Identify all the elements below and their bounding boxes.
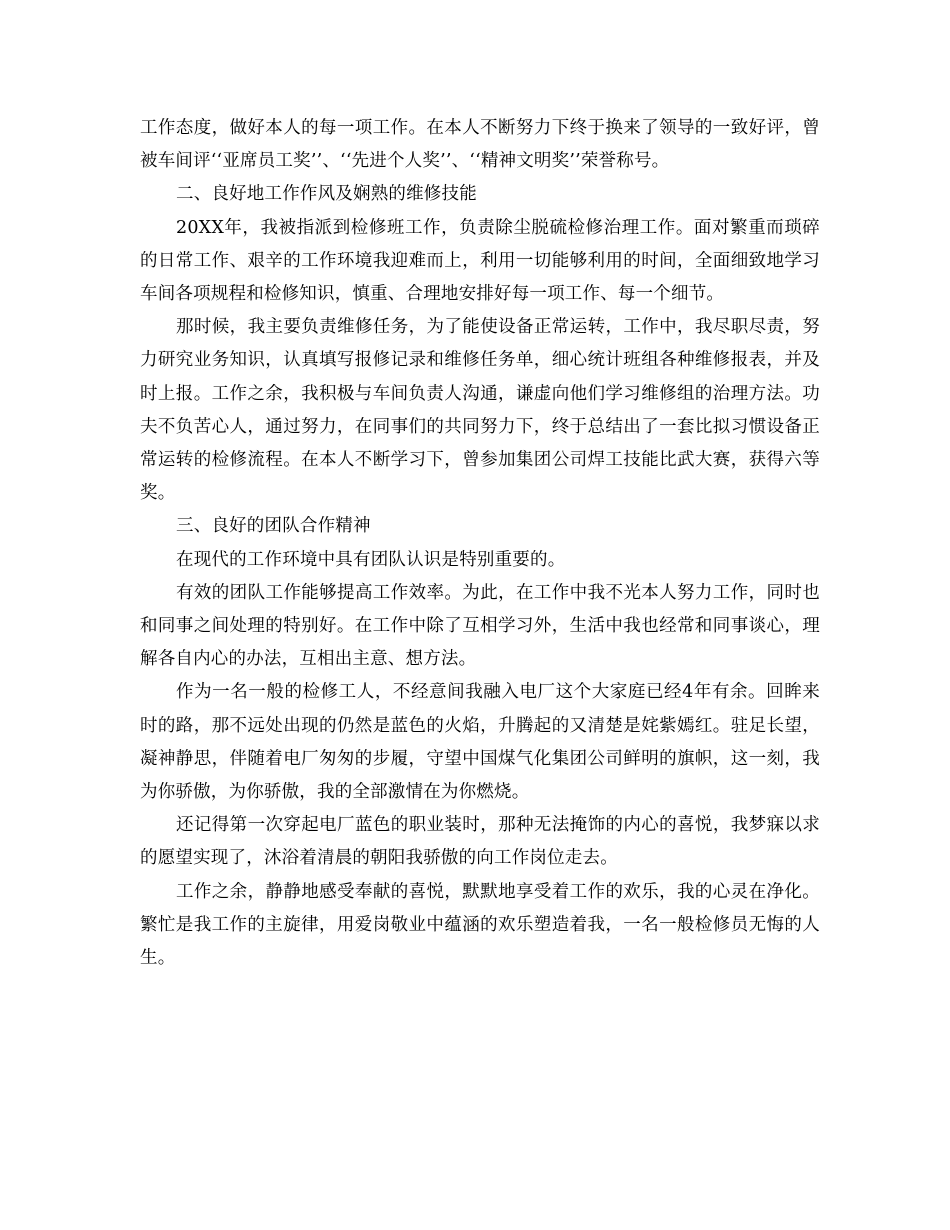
document-body: [140, 112, 820, 975]
paragraph-team-efficiency: 有效的团队工作能够提高工作效率。为此，在工作中我不光本人努力工作，同时也和同事之间处理的特别好。在工作中除了互相学习外，生活中我也经常和同事谈心，理解各自内心的办法，互相出主意、想方法。: [140, 582, 820, 670]
paragraph-maintenance-duties: 那时候，我主要负责维修任务，为了能使设备正常运转，工作中，我尽职尽责，努力研究业务知识，认真填写报修记录和维修任务单，细心统计班组各种维修报表，并及时上报。工作之余，我积极与车间负责人沟通，谦虚向他们学习维修组的治理方法。功夫不负苦心人，通过努力，在同事们的共同努力下，终于总结出了一套比拟习惯设备正常运转的检修流程。在本人不断学习下，曾参加集团公司焊工技能比武大赛，获得六等奖。: [140, 317, 820, 504]
paragraph-maintenance-assignment: 20XX年，我被指派到检修班工作，负责除尘脱硫检修治理工作。面对繁重而琐碎的日常工作、艰辛的工作环境我迎难而上，利用一切能够利用的时间，全面细致地学习车间各项规程和检修知识，慎重、合理地安排好每一项工作、每一个细节。: [140, 217, 820, 305]
paragraph-team-awareness: 在现代的工作环境中具有团队认识是特别重要的。: [176, 549, 566, 570]
paragraph-first-uniform: 还记得第一次穿起电厂蓝色的职业装时，那种无法掩饰的内心的喜悦，我梦寐以求的愿望实现了，沐浴着清晨的朝阳我骄傲的向工作岗位走去。: [140, 815, 820, 869]
paragraph-conclusion: 工作之余，静静地感受奉献的喜悦，默默地享受着工作的欢乐，我的心灵在净化。繁忙是我工作的主旋律，用爱岗敬业中蕴涵的欢乐塑造着我，一名一般检修员无悔的人生。: [140, 881, 820, 969]
section-heading-work-style: 二、良好地工作作风及娴熟的维修技能: [176, 184, 477, 205]
paragraph-honors: 工作态度，做好本人的每一项工作。在本人不断努力下终于换来了领导的一致好评，曾被车间评‘‘亚席员工奖’’、‘‘先进个人奖’’、‘‘精神文明奖’’荣誉称号。: [140, 118, 820, 172]
section-heading-teamwork: 三、良好的团队合作精神: [176, 516, 371, 537]
paragraph-four-years: 作为一名一般的检修工人，不经意间我融入电厂这个大家庭已经4年有余。回眸来时的路，那不远处出现的仍然是蓝色的火焰，升腾起的又清楚是姹紫嫣红。驻足长望，凝神静思，伴随着电厂匆匆的步履，守望中国煤气化集团公司鲜明的旗帜，这一刻，我为你骄傲，为你骄傲，我的全部激情在为你燃烧。: [140, 682, 820, 803]
